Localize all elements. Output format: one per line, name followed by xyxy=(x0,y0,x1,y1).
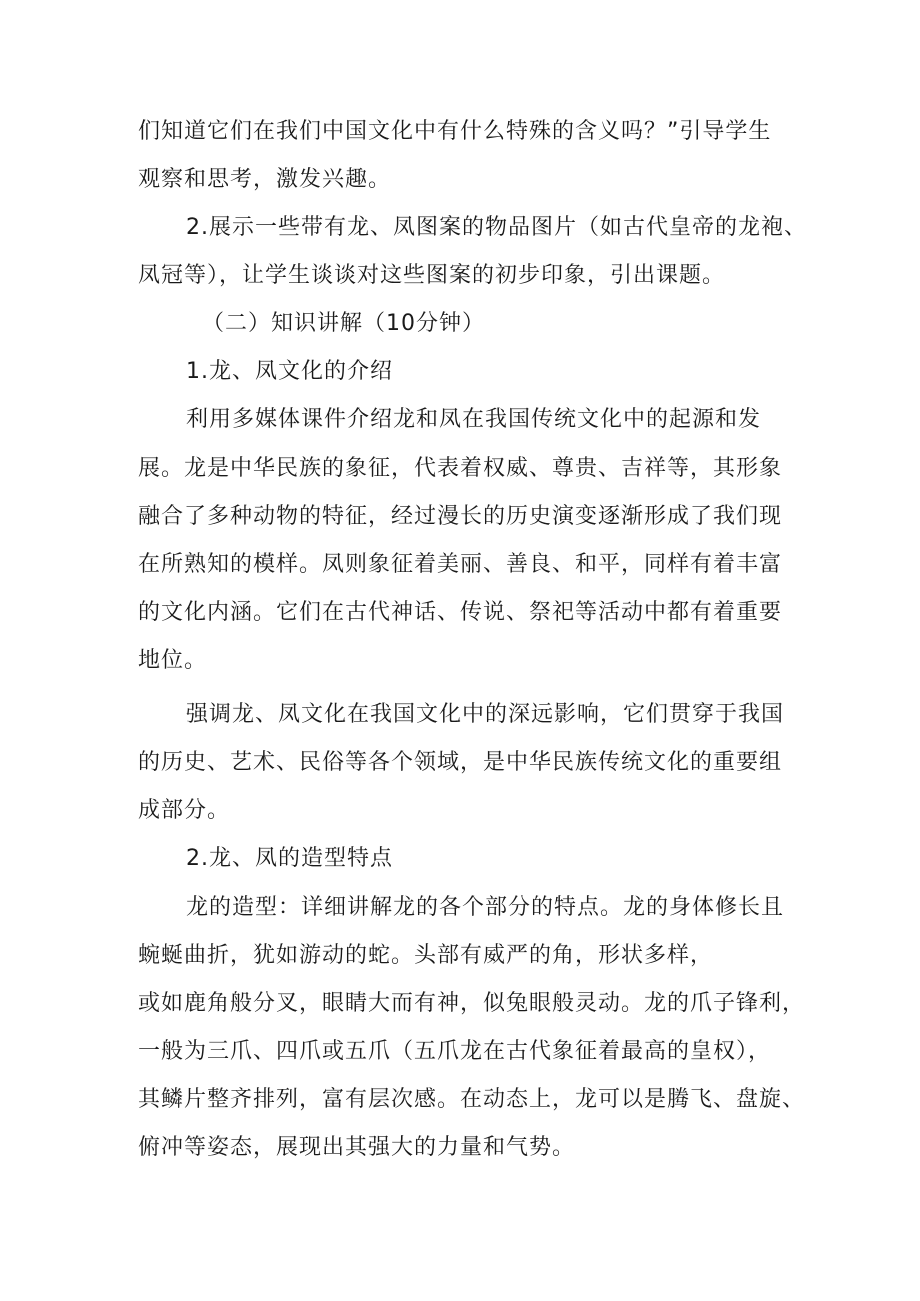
paragraph-line: 强调龙、凤文化在我国文化中的深远影响，它们贯穿于我国 xyxy=(186,702,785,727)
paragraph-line: 融合了多种动物的特征，经过漫长的历史演变逐渐形成了我们现 xyxy=(138,504,783,529)
paragraph-line: 的历史、艺术、民俗等各个领域，是中华民族传统文化的重要组 xyxy=(138,750,783,775)
section-heading: （二）知识讲解（10分钟） xyxy=(202,311,485,336)
paragraph-line: 地位。 xyxy=(138,648,208,673)
subsection-heading: 1.龙、凤文化的介绍 xyxy=(186,359,393,384)
paragraph-line: 观察和思考，激发兴趣。 xyxy=(138,167,392,192)
paragraph-line: 蜿蜒曲折，犹如游动的蛇。头部有威严的角，形状多样， xyxy=(138,943,714,968)
paragraph-line: 的文化内涵。它们在古代神话、传说、祭祀等活动中都有着重要 xyxy=(138,600,783,625)
paragraph-line: 龙的造型：详细讲解龙的各个部分的特点。龙的身体修长且 xyxy=(186,895,785,920)
paragraph-line: 一般为三爪、四爪或五爪（五爪龙在古代象征着最高的皇权）， xyxy=(138,1039,772,1064)
paragraph-line: 利用多媒体课件介绍龙和凤在我国传统文化中的起源和发 xyxy=(186,407,762,432)
paragraph-line: 或如鹿角般分叉，眼睛大而有神，似兔眼般灵动。龙的爪子锋利， xyxy=(138,991,806,1016)
list-item-line: 2.展示一些带有龙、凤图案的物品图片（如古代皇帝的龙袍、 xyxy=(186,215,807,240)
paragraph-line: 凤冠等），让学生谈谈对这些图案的初步印象，引出课题。 xyxy=(138,263,726,288)
paragraph-line: 展。龙是中华民族的象征，代表着权威、尊贵、吉祥等，其形象 xyxy=(138,456,783,481)
subsection-heading: 2.龙、凤的造型特点 xyxy=(186,846,393,871)
paragraph-line: 们知道它们在我们中国文化中有什么特殊的含义吗？”引导学生 xyxy=(138,119,772,144)
paragraph-line: 成部分。 xyxy=(138,798,231,823)
paragraph-line: 俯冲等姿态，展现出其强大的力量和气势。 xyxy=(138,1135,576,1160)
paragraph-line: 在所熟知的模样。凤则象征着美丽、善良、和平，同样有着丰富 xyxy=(138,552,783,577)
paragraph-line: 其鳞片整齐排列，富有层次感。在动态上，龙可以是腾飞、盘旋、 xyxy=(138,1087,806,1112)
